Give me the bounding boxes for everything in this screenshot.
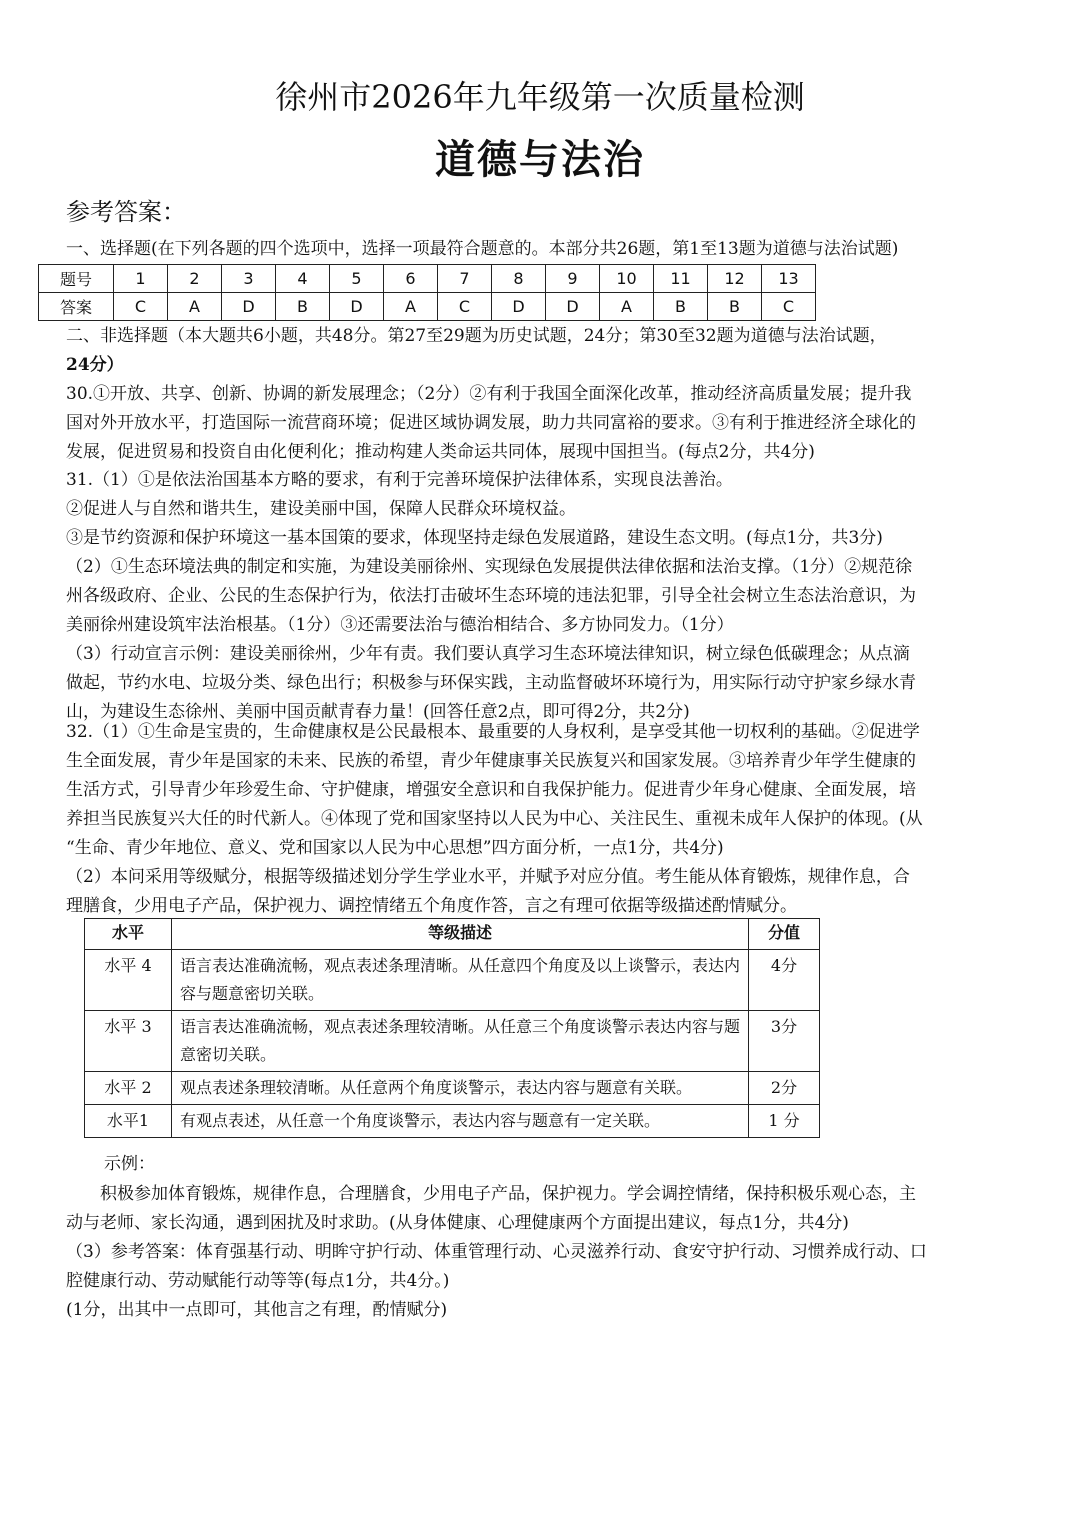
score-cell: 2分	[749, 1072, 820, 1105]
answer-line: 30.①开放、共享、创新、协调的新发展理念；（2分）②有利于我国全面深化改革，推动经济高质量发展；提升我	[66, 384, 912, 404]
column-header: 分值	[749, 919, 820, 950]
answer-line: 发展，促进贸易和投资自由化便利化；推动构建人类命运共同体，展现中国担当。(每点2分，共4分)	[66, 442, 815, 462]
section2-heading-line: 二、非选择题（本大题共6小题，共48分。第27至29题为历史试题，24分；第30至32题为道德与法治试题，	[66, 326, 887, 346]
answer-line: 国对外开放水平，打造国际一流营商环境；促进区域协调发展，助力共同富裕的要求。③有利于推进经济全球化的	[66, 413, 916, 433]
column-header: 水平	[85, 919, 172, 950]
answer-line: 腔健康行动、劳动赋能行动等等(每点1分，共4分。)	[66, 1271, 450, 1291]
level-cell: 水平 2	[85, 1072, 172, 1105]
q32-answer	[66, 718, 1018, 921]
answer-cell: D	[330, 293, 384, 321]
section1-heading: 一、选择题(在下列各题的四个选项中，选择一项最符合题意的。本部分共26题，第1至13题为道德与法治试题)	[66, 239, 899, 259]
description-cell: 语言表达准确流畅，观点表述条理清晰。从任意四个角度及以上谈警示，表达内容与题意密切关联。	[172, 950, 749, 1011]
example-text-cont	[66, 1209, 1018, 1238]
example-line: 动与老师、家长沟通，遇到困扰及时求助。(从身体健康、心理健康两个方面提出建议，每点1分，共4分)	[66, 1213, 849, 1233]
answer-line: (1分，出其中一点即可，其他言之有理，酌情赋分)	[66, 1300, 448, 1320]
table-row	[85, 1072, 820, 1105]
question-number: 5	[330, 265, 384, 293]
question-number: 11	[654, 265, 708, 293]
answer-line: 理膳食，少用电子产品，保护视力、调控情绪五个角度作答，言之有理可依据等级描述酌情赋分。	[66, 896, 797, 916]
answer-cell: C	[762, 293, 816, 321]
level-cell: 水平1	[85, 1105, 172, 1138]
question-number: 4	[276, 265, 330, 293]
answer-line: 养担当民族复兴大任的时代新人。④体现了党和国家坚持以人民为中心、关注民生、重视未成年人保护的体现。(从	[66, 809, 923, 829]
table-row	[85, 1105, 820, 1138]
section2-heading	[66, 322, 1018, 380]
answer-line: 31.（1）①是依法治国基本方略的要求，有利于完善环境保护法律体系，实现良法善治。	[66, 470, 733, 490]
question-number: 7	[438, 265, 492, 293]
row-label: 题号	[39, 265, 114, 293]
table-row	[85, 1011, 820, 1072]
question-number-row	[39, 265, 816, 293]
answer-cell: B	[654, 293, 708, 321]
table-row	[85, 950, 820, 1011]
choice-answer-table	[38, 264, 816, 321]
question-number: 8	[492, 265, 546, 293]
question-number: 6	[384, 265, 438, 293]
example-line: 积极参加体育锻炼，规律作息，合理膳食，少用电子产品，保护视力。学会调控情绪，保持积极乐观心态，主	[100, 1184, 916, 1204]
answer-line: （3）参考答案：体育强基行动、明眸守护行动、体重管理行动、心灵滋养行动、食安守护行动、习惯养成行动、口	[66, 1242, 927, 1262]
q31-answer	[66, 466, 1018, 727]
exam-title: 徐州市2026年九年级第一次质量检测	[275, 78, 805, 116]
answer-line: 32.（1）①生命是宝贵的，生命健康权是公民最根本、最重要的人身权利，是享受其他一切权利的基础。②促进学	[66, 722, 920, 742]
question-number: 2	[168, 265, 222, 293]
answer-cell: C	[114, 293, 168, 321]
answer-line: 州各级政府、企业、公民的生态保护行为，依法打击破坏生态环境的违法犯罪，引导全社会树立生态法治意识，为	[66, 586, 916, 606]
answer-heading: 参考答案：	[66, 198, 186, 226]
level-cell: 水平 3	[85, 1011, 172, 1072]
q30-answer	[66, 380, 1018, 467]
description-cell: 语言表达准确流畅，观点表述条理较清晰。从任意三个角度谈警示表达内容与题意密切关联。	[172, 1011, 749, 1072]
question-number: 10	[600, 265, 654, 293]
question-number: 12	[708, 265, 762, 293]
score-cell: 1 分	[749, 1105, 820, 1138]
answer-line: ②促进人与自然和谐共生，建设美丽中国，保障人民群众环境权益。	[66, 499, 576, 519]
example-text	[66, 1180, 1018, 1209]
description-cell: 观点表述条理较清晰。从任意两个角度谈警示，表达内容与题意有关联。	[172, 1072, 749, 1105]
answer-cell: A	[600, 293, 654, 321]
section2-heading-line: 24分）	[66, 355, 124, 375]
column-header: 等级描述	[172, 919, 749, 950]
answer-line: ③是节约资源和保护环境这一基本国策的要求，体现坚持走绿色发展道路，建设生态文明。(每点1分，共3分)	[66, 528, 883, 548]
subject-title: 道德与法治	[435, 136, 645, 183]
answer-cell: B	[276, 293, 330, 321]
answer-line: 生活方式，引导青少年珍爱生命、守护健康，增强安全意识和自我保护能力。促进青少年身心健康、全面发展，培	[66, 780, 916, 800]
answer-cell: A	[384, 293, 438, 321]
answer-line: 美丽徐州建设筑牢法治根基。（1分）③还需要法治与德治相结合、多方协同发力。（1分）	[66, 615, 734, 635]
answer-cell: D	[222, 293, 276, 321]
question-number: 13	[762, 265, 816, 293]
score-cell: 3分	[749, 1011, 820, 1072]
description-cell: 有观点表述，从任意一个角度谈警示，表达内容与题意有一定关联。	[172, 1105, 749, 1138]
question-number: 3	[222, 265, 276, 293]
score-cell: 4分	[749, 950, 820, 1011]
answer-line: （2）①生态环境法典的制定和实施，为建设美丽徐州、实现绿色发展提供法律依据和法治支撑。（1分）②规范徐	[66, 557, 913, 577]
q32-part3-answer	[66, 1238, 1018, 1325]
answer-cell: A	[168, 293, 222, 321]
question-number: 1	[114, 265, 168, 293]
grading-table	[84, 918, 820, 1138]
question-number: 9	[546, 265, 600, 293]
answer-cell: D	[492, 293, 546, 321]
level-cell: 水平 4	[85, 950, 172, 1011]
answer-line: “生命、青少年地位、意义、党和国家以人民为中心思想”四方面分析，一点1分，共4分)	[66, 838, 724, 858]
answer-cell: C	[438, 293, 492, 321]
row-label: 答案	[39, 293, 114, 321]
answer-row	[39, 293, 816, 321]
answer-line: 做起，节约水电、垃圾分类、绿色出行；积极参与环保实践，主动监督破坏环境行为，用实际行动守护家乡绿水青	[66, 673, 916, 693]
grading-table-header	[85, 919, 820, 950]
answer-line: 山，为建设生态徐州、美丽中国贡献青春力量！(回答任意2点，即可得2分，共2分)	[66, 702, 690, 722]
answer-line: （2）本问采用等级赋分，根据等级描述划分学生学业水平，并赋予对应分值。考生能从体育锻炼，规律作息，合	[66, 867, 910, 887]
answer-line: （3）行动宣言示例：建设美丽徐州，少年有责。我们要认真学习生态环境法律知识，树立绿色低碳理念；从点滴	[66, 644, 910, 664]
answer-cell: D	[546, 293, 600, 321]
answer-cell: B	[708, 293, 762, 321]
example-label: 示例：	[104, 1154, 155, 1174]
answer-line: 生全面发展，青少年是国家的未来、民族的希望，青少年健康事关民族复兴和国家发展。③培养青少年学生健康的	[66, 751, 916, 771]
